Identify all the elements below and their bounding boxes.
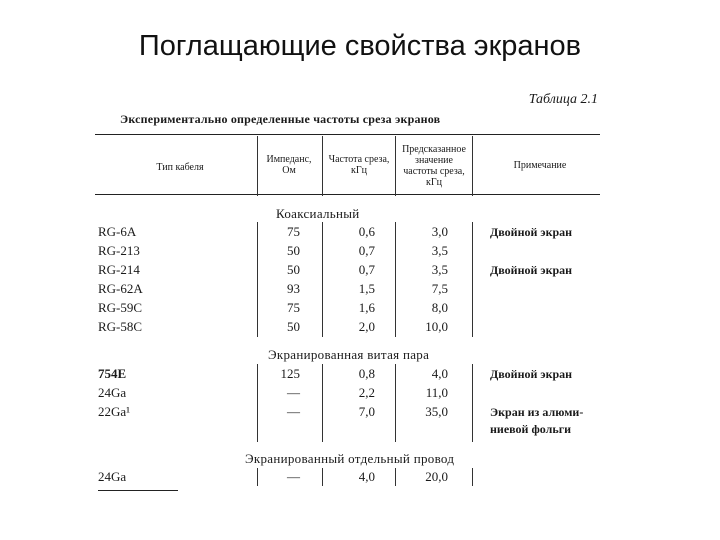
row-impedance: 125 [280,366,300,381]
row-type: RG-58C [98,319,143,334]
row-type: 754E [98,366,127,381]
header-cutoff-calc: Предсказанное значение частоты среза, кГц [402,144,466,188]
section-title-twisted-pair: Экранированная витая пара [268,347,430,362]
row-type: RG-59C [98,300,143,315]
row-impedance: 50 [287,243,300,258]
header-type: Тип кабеля [156,162,204,173]
row-note-line-2: ниевой фольги [490,422,572,436]
col-rule-2 [322,136,323,196]
row-impedance: — [287,385,300,400]
col-rule-4 [472,136,473,196]
footnote-rule [98,490,178,491]
col-rule-3-body3 [395,468,396,486]
header-top-rule [95,134,600,135]
header-notes: Примечание [513,160,567,171]
row-cutoff: 7,0 [358,404,375,419]
col-rule-4-body2 [472,364,473,442]
row-impedance: 75 [287,224,300,239]
row-impedance: 75 [287,300,300,315]
row-type: RG-6A [98,224,137,239]
row-type: RG-213 [98,243,140,258]
slide-title: Поглащающие свойства экранов [138,30,582,62]
col-rule-2-body2 [322,364,323,442]
col-rule-1-body2 [257,364,258,442]
col-rule-4-body [472,222,473,337]
row-type: RG-214 [98,262,140,277]
col-rule-2-body3 [322,468,323,486]
section-title-single-wire: Экранированный отдельный провод [245,451,455,466]
row-impedance: 50 [287,319,300,334]
row-type: 22Ga¹ [98,404,131,419]
row-type: 24Ga [98,385,127,400]
row-impedance: 50 [287,262,300,277]
row-calc: 3,0 [431,224,448,239]
row-calc: 3,5 [431,262,448,277]
row-cutoff: 1,6 [358,300,375,315]
row-cutoff: 0,7 [358,262,375,277]
row-cutoff: 2,0 [358,319,375,334]
row-calc: 11,0 [425,385,448,400]
row-cutoff: 4,0 [358,469,375,484]
row-calc: 8,0 [431,300,448,315]
col-rule-3 [395,136,396,196]
row-impedance: — [287,469,300,484]
section-title-coax: Коаксиальный [276,206,360,221]
row-calc: 3,5 [431,243,448,258]
row-note: Двойной экран [490,263,573,277]
header-cutoff: Частота среза, кГц [328,154,390,176]
row-type: 24Ga [98,469,127,484]
row-note: Двойной экран [490,367,573,381]
table-caption: Экспериментально определенные частоты среза экранов [120,112,441,126]
col-rule-1-body [257,222,258,337]
row-impedance: — [287,404,300,419]
row-calc: 7,5 [431,281,448,296]
col-rule-3-body2 [395,364,396,442]
row-type: RG-62A [98,281,143,296]
row-cutoff: 2,2 [358,385,375,400]
row-note: Двойной экран [490,225,573,239]
row-cutoff: 1,5 [358,281,375,296]
row-calc: 4,0 [431,366,448,381]
row-calc: 10,0 [425,319,448,334]
scanned-table [90,88,620,498]
row-note [490,404,615,438]
row-calc: 35,0 [425,404,448,419]
col-rule-1-body3 [257,468,258,486]
row-cutoff: 0,8 [358,366,375,381]
row-calc: 20,0 [425,469,448,484]
table-number: Таблица 2.1 [528,92,598,107]
header-bottom-rule [95,194,600,195]
col-rule-3-body [395,222,396,337]
col-rule-1 [257,136,258,196]
row-cutoff: 0,6 [358,224,375,239]
row-cutoff: 0,7 [358,243,375,258]
row-note-line-1: Экран из алюми- [490,405,584,419]
row-impedance: 93 [287,281,300,296]
header-impedance: Импеданс, Ом [266,154,312,176]
col-rule-4-body3 [472,468,473,486]
col-rule-2-body [322,222,323,337]
